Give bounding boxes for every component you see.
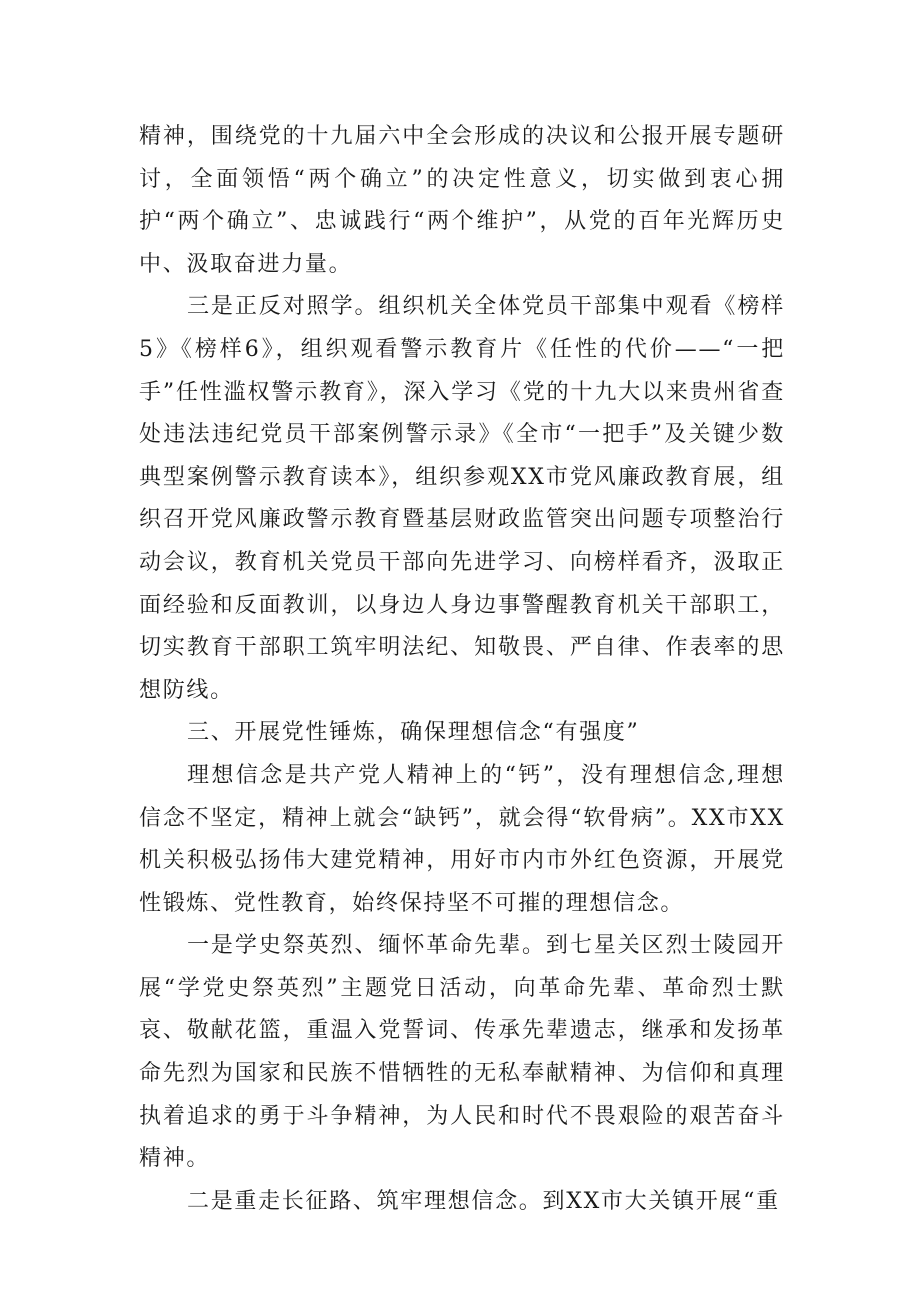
paragraph-martyrs-memorial: 一是学史祭英烈、缅怀革命先辈。到七星关区烈士陵园开展“学党史祭英烈”主题党日活动，向革命先辈、革命烈士默哀、敬献花篮，重温入党誓词、传承先辈遗志，继承和发扬革命先烈为国家和民族不惜牺牲的无私奉献精神、为信仰和真理执着追求的勇于斗争精神，为人民和时代不畏艰险的艰苦奋斗精神。 — [139, 933, 785, 1172]
paragraph-continuation: 精神，围绕党的十九届六中全会形成的决议和公报开展专题研讨，全面领悟“两个确立”的决定性意义，切实做到衷心拥护“两个确立”、忠诚践行“两个维护”，从党的百年光辉历史中、汲取奋进力量。 — [139, 124, 785, 277]
paragraph-ideals-intro: 理想信念是共产党人精神上的“钙”，没有理想信念,理想信念不坚定，精神上就会“缺钙”，就会得“软骨病”。XX市XX机关积极弘扬伟大建党精神，用好市内市外红色资源，开展党性锻炼、党性教育，始终保持坚不可摧的理想信念。 — [139, 762, 785, 916]
paragraph-long-march: 二是重走长征路、筑牢理想信念。到XX市大关镇开展“重 — [187, 1188, 780, 1214]
document-body — [139, 116, 785, 1223]
paragraph-comparison-study: 三是正反对照学。组织机关全体党员干部集中观看《榜样5》《榜样6》，组织观看警示教育片《任性的代价——“一把手”任性滥权警示教育》，深入学习《党的十九大以来贵州省查处违法违纪党员干部案例警示录》《全市“一把手”及关键少数典型案例警示教育读本》，组织参观XX市党风廉政教育展，组织召开党风廉政警示教育暨基层财政监管突出问题专项整治行动会议，教育机关党员干部向先进学习、向榜样看齐，汲取正面经验和反面教训，以身边人身边事警醒教育机关干部职工，切实教育干部职工筑牢明法纪、知敬畏、严自律、作表率的思想防线。 — [139, 294, 785, 703]
section-heading: 三、开展党性锤炼，确保理想信念“有强度” — [187, 720, 640, 746]
